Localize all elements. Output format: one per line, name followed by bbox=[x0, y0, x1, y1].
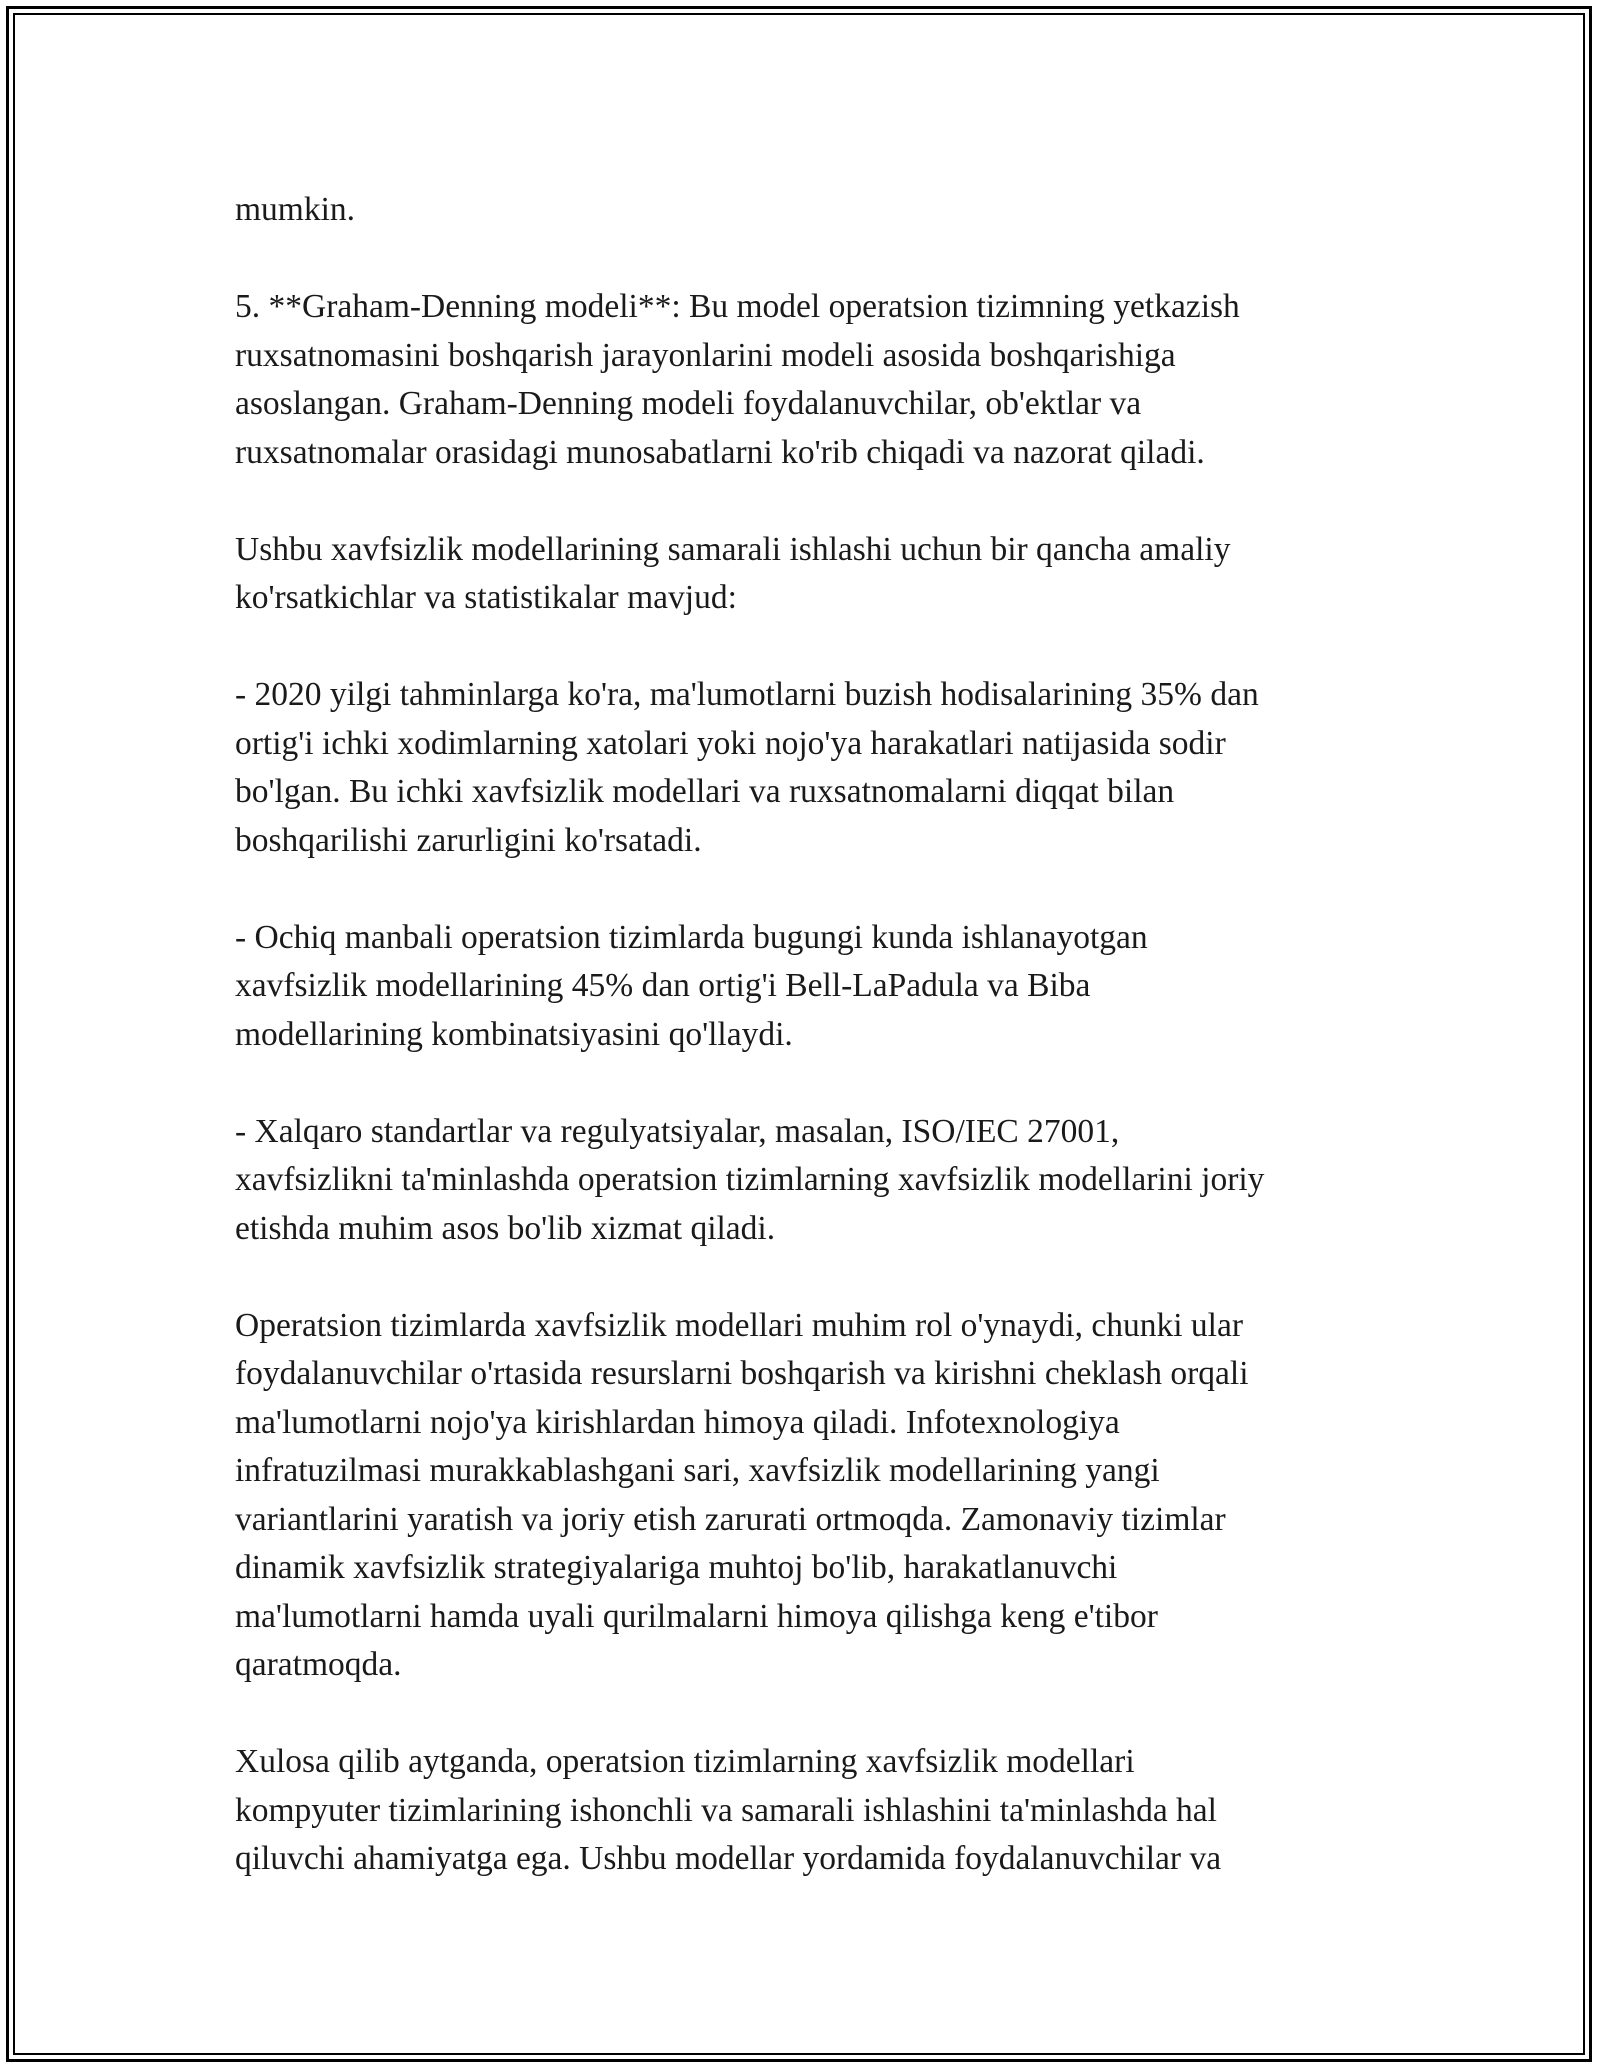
text-line: boshqarilishi zarurligini ko'rsatadi. bbox=[235, 821, 702, 859]
document-body bbox=[235, 186, 1375, 1884]
text-line: Xulosa qilib aytganda, operatsion tizimlarning xavfsizlik modellari bbox=[235, 1743, 1135, 1780]
text-line: ma'lumotlarni hamda uyali qurilmalarni himoya qilishga keng e'tibor bbox=[235, 1597, 1158, 1635]
paragraph-continuation bbox=[235, 186, 1375, 235]
text-line: 5. **Graham-Denning modeli**: Bu model operatsion tizimning yetkazish bbox=[235, 288, 1240, 325]
text-line: dinamik xavfsizlik strategiyalariga muhtoj bo'lib, harakatlanuvchi bbox=[235, 1549, 1118, 1586]
text-line: ruxsatnomasini boshqarish jarayonlarini modeli asosida boshqarishiga bbox=[235, 336, 1176, 374]
text-line: foydalanuvchilar o'rtasida resurslarni boshqarish va kirishni cheklash orqali bbox=[235, 1355, 1249, 1392]
paragraph-stat-2020 bbox=[235, 671, 1375, 865]
text-line: - 2020 yilgi tahminlarga ko'ra, ma'lumotlarni buzish hodisalarining 35% dan bbox=[235, 676, 1259, 713]
text-line: xavfsizlikni ta'minlashda operatsion tizimlarning xavfsizlik modellarini joriy bbox=[235, 1161, 1265, 1198]
paragraph-stat-open-source bbox=[235, 914, 1375, 1060]
paragraph-conclusion bbox=[235, 1738, 1375, 1884]
text-line: modellarining kombinatsiyasini qo'llaydi. bbox=[235, 1015, 793, 1053]
text-line: ruxsatnomalar orasidagi munosabatlarni ko'rib chiqadi va nazorat qiladi. bbox=[235, 433, 1205, 471]
paragraph-stat-iso bbox=[235, 1108, 1375, 1254]
text-line: qaratmoqda. bbox=[235, 1646, 402, 1683]
text-line: kompyuter tizimlarining ishonchli va samarali ishlashini ta'minlashda hal bbox=[235, 1791, 1217, 1829]
text-line: variantlarini yaratish va joriy etish zarurati ortmoqda. Zamonaviy tizimlar bbox=[235, 1500, 1226, 1538]
text-line: - Xalqaro standartlar va regulyatsiyalar, masalan, ISO/IEC 27001, bbox=[235, 1112, 1120, 1150]
text-line: bo'lgan. Bu ichki xavfsizlik modellari va ruxsatnomalarni diqqat bilan bbox=[235, 773, 1175, 810]
paragraph-role bbox=[235, 1302, 1375, 1690]
text-line: infratuzilmasi murakkablashgani sari, xavfsizlik modellarining yangi bbox=[235, 1452, 1160, 1489]
paragraph-intro-stats bbox=[235, 526, 1375, 623]
text-line: - Ochiq manbali operatsion tizimlarda bugungi kunda ishlanayotgan bbox=[235, 918, 1148, 956]
text-line: etishda muhim asos bo'lib xizmat qiladi. bbox=[235, 1209, 776, 1247]
text-line: ortig'i ichki xodimlarning xatolari yoki nojo'ya harakatlari natijasida sodir bbox=[235, 724, 1226, 762]
text-line: xavfsizlik modellarining 45% dan ortig'i Bell-LaPadula va Biba bbox=[235, 967, 1091, 1004]
text-line: Operatsion tizimlarda xavfsizlik modellari muhim rol o'ynaydi, chunki ular bbox=[235, 1306, 1243, 1344]
text-line: mumkin. bbox=[235, 191, 356, 228]
text-line: qiluvchi ahamiyatga ega. Ushbu modellar yordamida foydalanuvchilar va bbox=[235, 1840, 1222, 1877]
text-line: asoslangan. Graham-Denning modeli foydalanuvchilar, ob'ektlar va bbox=[235, 385, 1142, 422]
text-line: ko'rsatkichlar va statistikalar mavjud: bbox=[235, 579, 737, 616]
text-line: Ushbu xavfsizlik modellarining samarali ishlashi uchun bir qancha amaliy bbox=[235, 530, 1231, 568]
paragraph-graham-denning bbox=[235, 283, 1375, 477]
text-line: ma'lumotlarni nojo'ya kirishlardan himoya qiladi. Infotexnologiya bbox=[235, 1403, 1120, 1441]
